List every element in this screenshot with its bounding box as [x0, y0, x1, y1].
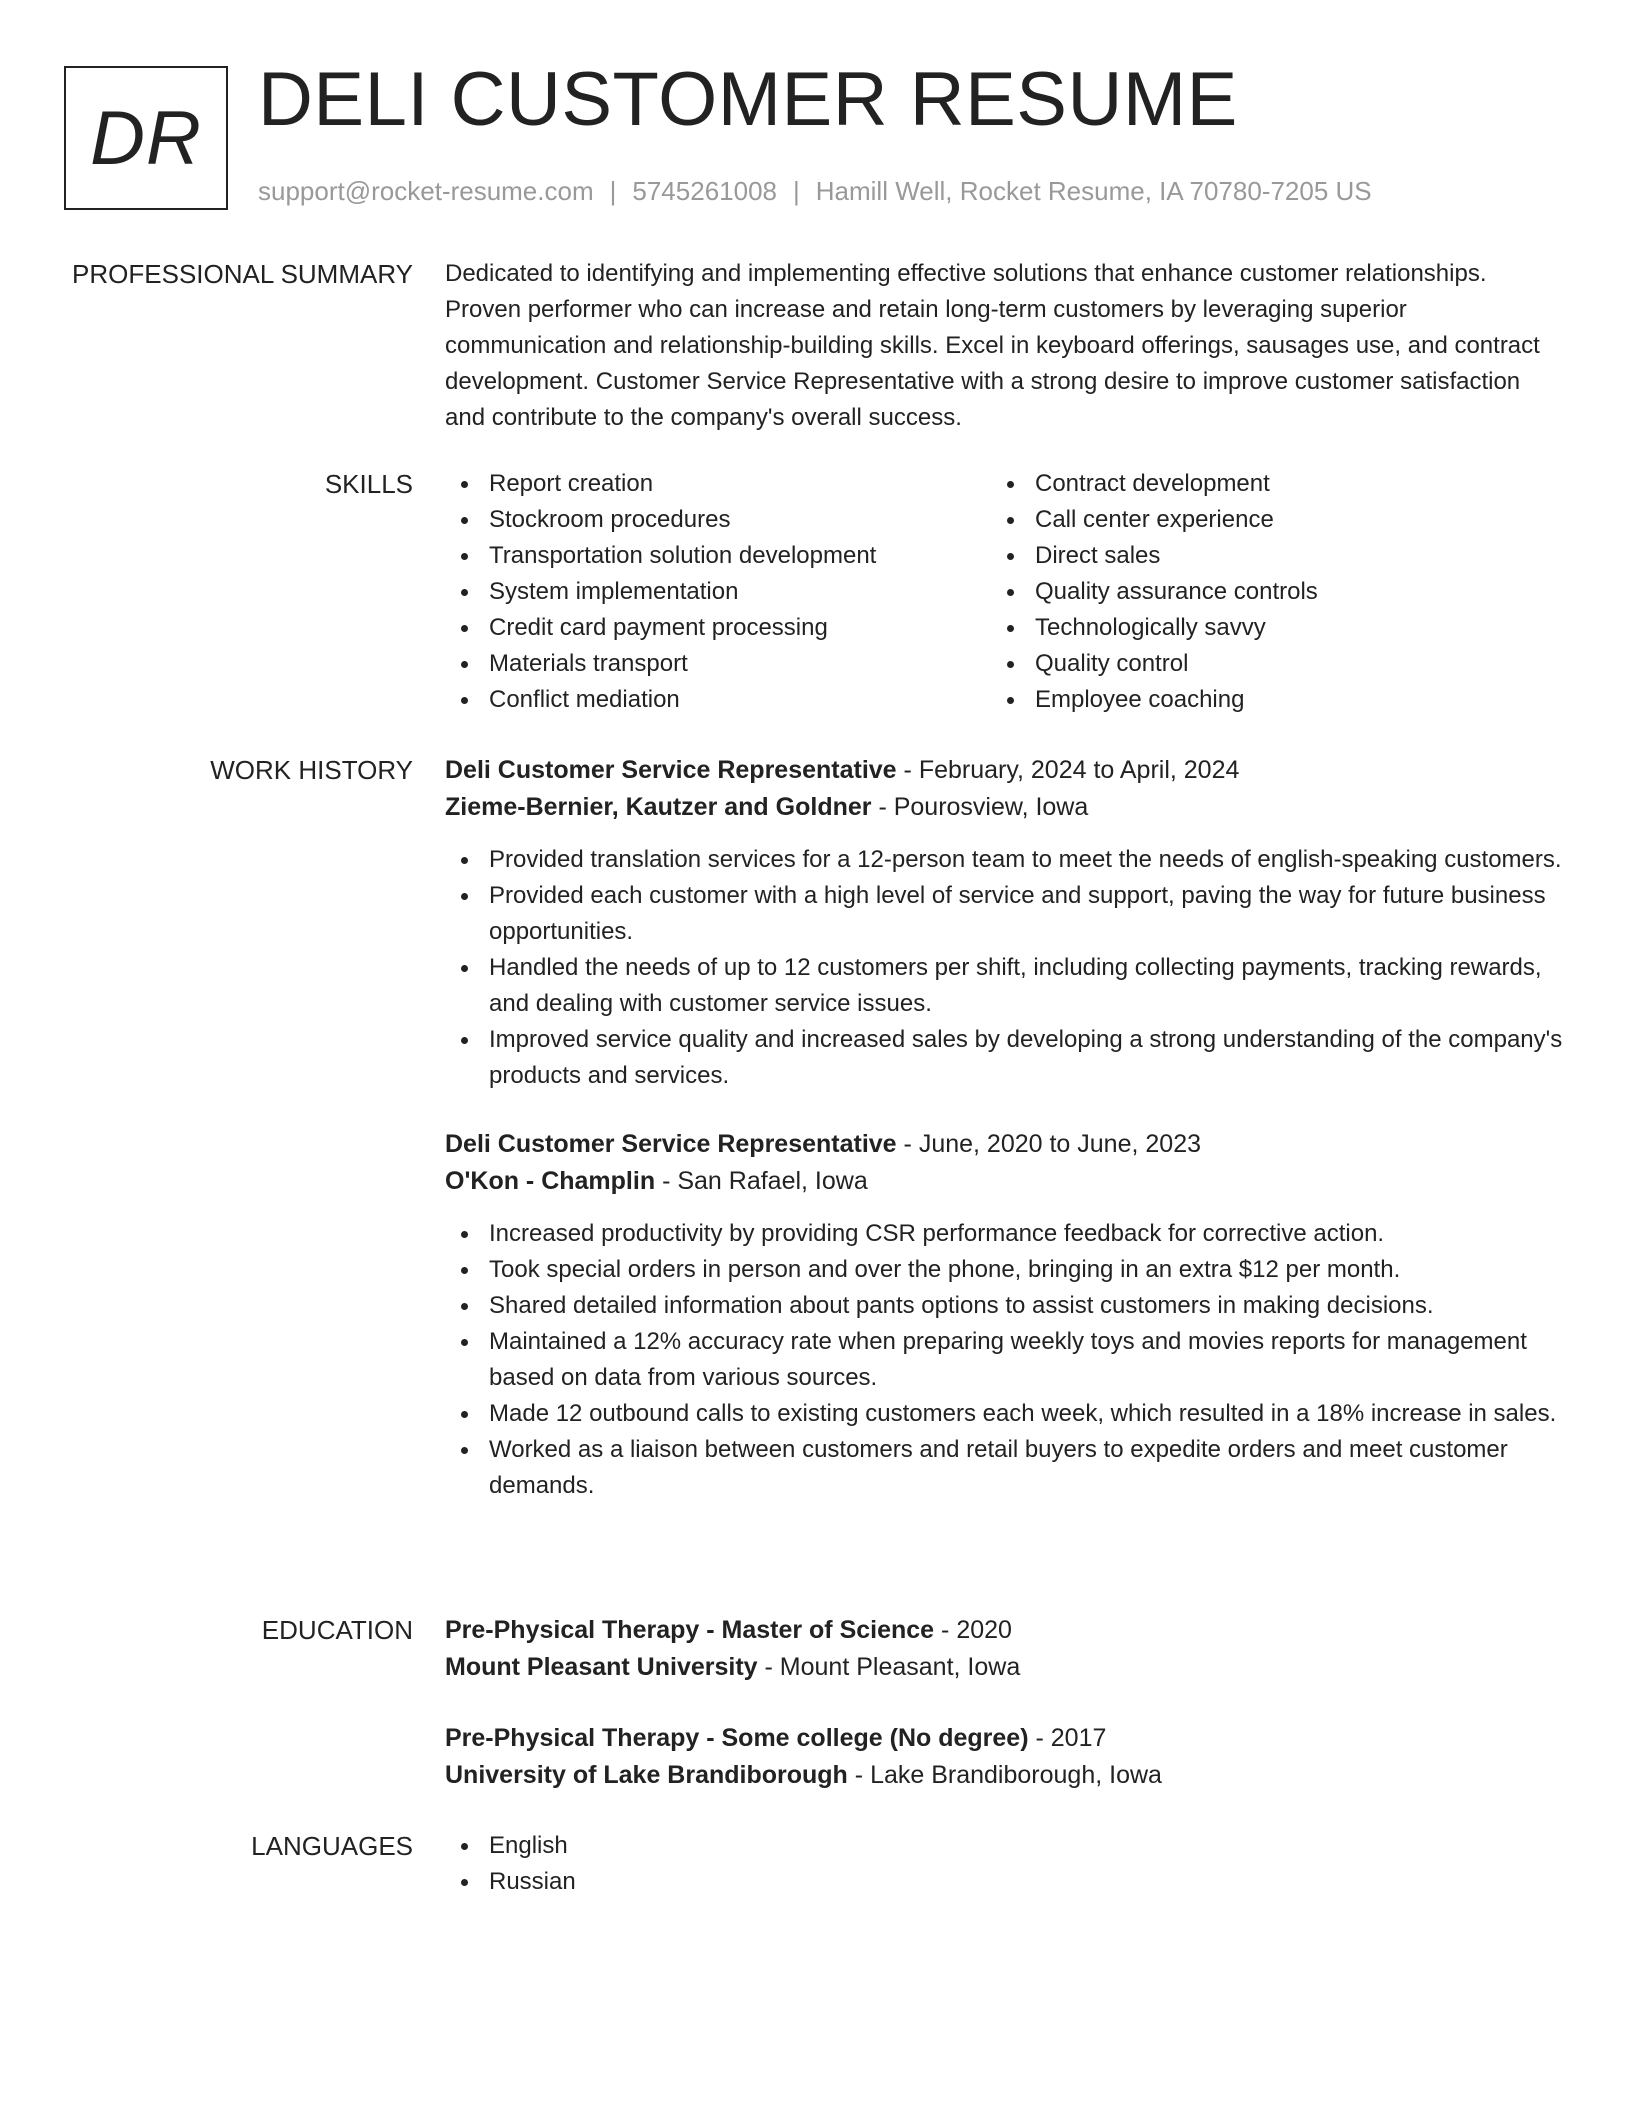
- language-item: Russian: [445, 1864, 1565, 1900]
- degree-line: [445, 1612, 1565, 1649]
- skills-columns: [445, 466, 1565, 718]
- job-bullet: Worked as a liaison between customers and retail buyers to expedite orders and meet customer demands.: [445, 1432, 1565, 1504]
- job-entry: [445, 752, 1565, 1094]
- job-bullets: [445, 1216, 1565, 1504]
- skill-item: Technologically savvy: [991, 610, 1537, 646]
- job-bullet: Made 12 outbound calls to existing customers each week, which resulted in a 18% increase in sales.: [445, 1396, 1565, 1432]
- degree-name: Pre-Physical Therapy - Some college (No degree): [445, 1724, 1029, 1752]
- skill-item: Quality assurance controls: [991, 574, 1537, 610]
- job-title-line: [445, 752, 1565, 789]
- skill-item: Quality control: [991, 646, 1537, 682]
- job-bullet: Provided each customer with a high level of service and support, paving the way for future business opportunities.: [445, 878, 1565, 950]
- job-title: Deli Customer Service Representative: [445, 1130, 897, 1158]
- contact-line: [258, 176, 1372, 207]
- resume-title: DELI CUSTOMER RESUME: [258, 57, 1238, 142]
- education-body: [445, 1612, 1565, 1794]
- job-company-line: [445, 1163, 1565, 1200]
- job-bullet: Took special orders in person and over the phone, bringing in an extra $12 per month.: [445, 1252, 1565, 1288]
- skill-item: Transportation solution development: [445, 538, 991, 574]
- languages-list: [445, 1828, 1565, 1900]
- job-title: Deli Customer Service Representative: [445, 756, 897, 784]
- skill-item: Materials transport: [445, 646, 991, 682]
- job-dates: - February, 2024 to April, 2024: [903, 756, 1240, 784]
- job-dates: - June, 2020 to June, 2023: [903, 1130, 1201, 1158]
- monogram-badge: [64, 66, 228, 210]
- skill-item: Conflict mediation: [445, 682, 991, 718]
- job-entry: [445, 1126, 1565, 1504]
- job-bullet: Maintained a 12% accuracy rate when preparing weekly toys and movies reports for management based on data from various sources.: [445, 1324, 1565, 1396]
- job-bullet: Increased productivity by providing CSR performance feedback for corrective action.: [445, 1216, 1565, 1252]
- skill-item: Report creation: [445, 466, 991, 502]
- skills-list-left: [445, 466, 991, 718]
- skill-item: Direct sales: [991, 538, 1537, 574]
- section-label-summary: PROFESSIONAL SUMMARY: [72, 259, 413, 289]
- skills-list-right: [991, 466, 1537, 718]
- work-history-body: [445, 752, 1565, 1504]
- job-company-line: [445, 789, 1565, 826]
- job-bullets: [445, 842, 1565, 1094]
- job-company: O'Kon - Champlin: [445, 1167, 656, 1195]
- degree-name: Pre-Physical Therapy - Master of Science: [445, 1616, 935, 1644]
- school-line: [445, 1649, 1565, 1686]
- contact-phone[interactable]: 5745261008: [632, 176, 777, 206]
- school-name: University of Lake Brandiborough: [445, 1761, 848, 1789]
- job-title-line: [445, 1126, 1565, 1163]
- school-line: [445, 1757, 1565, 1794]
- skill-item: Contract development: [991, 466, 1537, 502]
- section-label-languages: LANGUAGES: [251, 1831, 413, 1861]
- degree-year: - 2017: [1035, 1724, 1107, 1752]
- section-label-skills: SKILLS: [324, 469, 413, 499]
- school-location: - Lake Brandiborough, Iowa: [854, 1761, 1162, 1789]
- job-bullet: Improved service quality and increased sales by developing a strong understanding of the company's products and services.: [445, 1022, 1565, 1094]
- job-company: Zieme-Bernier, Kautzer and Goldner: [445, 793, 872, 821]
- languages-body: [445, 1828, 1565, 1900]
- section-label-education: EDUCATION: [261, 1615, 413, 1645]
- degree-year: - 2020: [941, 1616, 1012, 1644]
- contact-email[interactable]: support@rocket-resume.com: [258, 176, 594, 206]
- contact-separator: |: [609, 176, 617, 206]
- contact-address: Hamill Well, Rocket Resume, IA 70780-7205 US: [815, 176, 1372, 206]
- job-bullet: Handled the needs of up to 12 customers per shift, including collecting payments, tracking rewards, and dealing with customer service issues.: [445, 950, 1565, 1022]
- contact-separator: |: [793, 176, 800, 206]
- section-label-work-history: WORK HISTORY: [210, 755, 413, 785]
- job-bullet: Provided translation services for a 12-person team to meet the needs of english-speaking customers.: [445, 842, 1565, 878]
- language-item: English: [445, 1828, 1565, 1864]
- job-bullet: Shared detailed information about pants options to assist customers in making decisions.: [445, 1288, 1565, 1324]
- school-name: Mount Pleasant University: [445, 1653, 758, 1681]
- skill-item: Employee coaching: [991, 682, 1537, 718]
- summary-text: Dedicated to identifying and implementing effective solutions that enhance customer relationships. Proven performer who can increase and retain long-term customers by leveraging superior communication and relationship-building skills. Excel in keyboard offerings, sausages use, and contract development. Customer Service Representative with a strong desire to improve customer satisfaction and contribute to the company's overall success.: [445, 260, 1540, 431]
- skill-item: Credit card payment processing: [445, 610, 991, 646]
- skill-item: Stockroom procedures: [445, 502, 991, 538]
- job-location: - Pourosview, Iowa: [878, 793, 1089, 821]
- skill-item: Call center experience: [991, 502, 1537, 538]
- skill-item: System implementation: [445, 574, 991, 610]
- degree-line: [445, 1720, 1565, 1757]
- school-location: - Mount Pleasant, Iowa: [764, 1653, 1021, 1681]
- job-location: - San Rafael, Iowa: [662, 1167, 868, 1195]
- education-entry: [445, 1720, 1565, 1794]
- education-entry: [445, 1612, 1565, 1686]
- monogram-initials: DR: [90, 95, 202, 181]
